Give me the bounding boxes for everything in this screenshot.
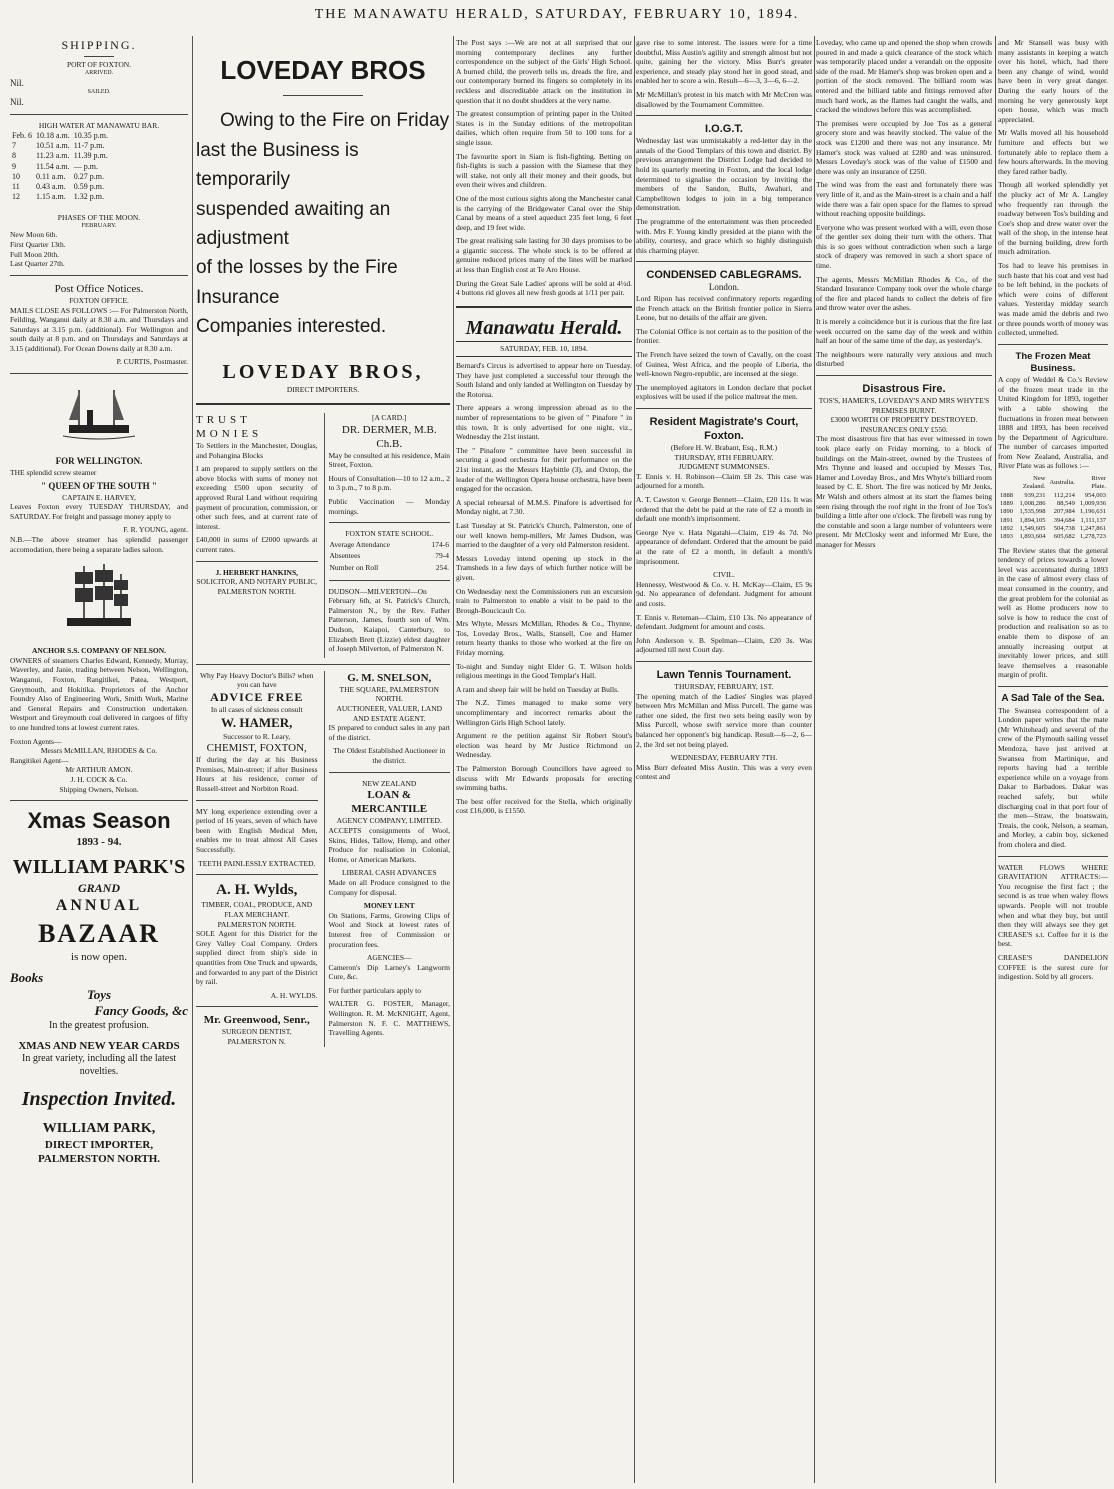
loveday-notice-line: last the Business is temporarily xyxy=(196,139,359,191)
divider xyxy=(456,306,632,308)
school-cell: 79-4 xyxy=(435,551,449,561)
frozen-cell: 207,984 xyxy=(1053,508,1075,516)
fire-heading: Disastrous Fire. xyxy=(862,383,946,395)
xmas-year: 1893 - 94. xyxy=(76,836,122,849)
civil-2: T. Ennis v. Reteman—Claim, £10 13s. No appearance of defendant. Judgment for amount and costs. xyxy=(636,612,812,632)
high-water-heading: HIGH WATER AT MANAWATU BAR. xyxy=(38,121,160,131)
herald-paragraph: The N.Z. Times managed to make some very uncomplimentary and incorrect remarks about the Wellington Girls High School lately. xyxy=(456,698,632,727)
loveday-bros-sub: DIRECT IMPORTERS. xyxy=(286,385,360,395)
shipping-heading: SHIPPING. xyxy=(61,38,137,52)
news-paragraph: The greatest consumption of printing paper in the United States is in the Sunday editions of the metropolitan dailies, which often require from 50 to 100 tons for a single issue. xyxy=(456,109,632,147)
sickness-consult: In all cases of sickness consult xyxy=(210,705,303,715)
loan-sub: AGENCY COMPANY, LIMITED. xyxy=(336,816,442,826)
cablegrams-body-3: The French have seized the town of Cavally, on the coast of Guinea, West Africa, and the people of Liberia, the well-known Negro-republic, are incensed at the siege. xyxy=(636,349,812,379)
trust-monies-heading: TRUST MONIES xyxy=(196,413,263,441)
frozen-cell: 1,196,631 xyxy=(1080,508,1106,516)
fire-continued-7: The neighbours were naturally very anxious and much disturbed xyxy=(816,349,992,369)
fire-end: and Mr Stansell was busy with many assistants in keeping a watch over his hotel, which, had there been any change of wind, would have been in very great danger. During the early hours of the morning he very generously kept open house, which was much appreciated. xyxy=(998,38,1108,124)
school-row xyxy=(329,562,451,574)
column-reports xyxy=(636,38,812,1483)
herald-paragraph: On Wednesday next the Commissioners run an excursion train to Palmerston to enable a visit to be paid to the Brough-Boucicault Co. xyxy=(456,586,632,615)
frozen-row xyxy=(998,533,1108,541)
herald-paragraph: Mrs Whyte, Messrs McMillan, Rhodes & Co., Thynne, Tos, Loveday Bros., Walls, Stansell, Coe and Hamer return hearty thanks to those who worked at the fire on Friday morning. xyxy=(456,619,632,658)
sad-tale-body: The Swansea correspondent of a London paper writes that the mate (Mr Whitehead) and several of the crew of the Plymouth sailing vessel Mendoza, have just arrived at Swansea from Martinique, and reports having had a terrible experience while on a voyage from Dakar to Barbadoes. Dakar was reached safely, but while discharging coal in that port four of the men—Straw, the boatswain, Treais, the cook, Nelson, a seaman, and Morley, a cabin boy, sickened from cholera and died. xyxy=(998,705,1108,849)
dermer-body: May be consulted at his residence, Main Street, Foxton. xyxy=(328,450,450,470)
fancy-goods-label: Fancy Goods, &c xyxy=(94,1003,188,1019)
herald-paragraph: The best offer received for the Stella, which originally cost £16,000, is £1550. xyxy=(456,796,632,816)
moon-phases xyxy=(10,230,188,268)
divider xyxy=(636,661,812,662)
steamer-text: THE splendid screw steamer xyxy=(10,467,97,477)
news-paragraph: During the Great Sale Ladies' aprons will be sold at 4½d. 4 buttons rid gloves all new fresh goods at 1/11 per pair. xyxy=(456,278,632,298)
tide-cell: 12 xyxy=(12,192,20,202)
sailing-ship-icon xyxy=(59,560,139,640)
tide-cell: 11 xyxy=(12,182,20,192)
steamer-name: " QUEEN OF THE SOUTH " xyxy=(41,481,157,492)
frozen-cell: 1,549,605 xyxy=(1019,524,1046,532)
why-pay: Why Pay Heavy Doctor's Bills? when you can have xyxy=(199,670,314,690)
tide-cell: 0.43 a.m. xyxy=(36,182,66,192)
wylds-sign: A. H. WYLDS. xyxy=(270,990,318,1000)
frozen-cell: 1888 xyxy=(1000,491,1013,499)
money-lent-heading: MONEY LENT xyxy=(363,901,415,911)
magistrate-heading: Resident Magistrate's Court, Foxton. xyxy=(649,415,799,442)
fire-subheading-2: £3000 WORTH OF PROPERTY DESTROYED. xyxy=(830,415,978,425)
divider xyxy=(196,1006,318,1007)
judgment-heading: JUDGMENT SUMMONSES. xyxy=(678,462,770,472)
civil-1: Hennessy, Westwood & Co. v. H. McKay—Claim, £5 9s 9d. No appearance of defendant. Judgment for amount and costs. xyxy=(636,579,812,608)
sad-tale-heading: A Sad Tale of the Sea. xyxy=(1001,692,1105,704)
loveday-notice-line: Owing to the Fire on Friday xyxy=(220,110,450,132)
column-rule xyxy=(192,36,193,1483)
post-office-text: MAILS CLOSE AS FOLLOWS :— For Palmerston North, Feilding, Wanganui daily at 8.30 a.m. and Thursdays and Saturdays at 3.15 p.m. (additional). For Wellington and south daily at 8 p.m. and on Thursdays and Saturdays at 3.15 (additional). For Ocean Downs daily at 8.30 a.m. xyxy=(10,305,188,353)
card-label: [A CARD.] xyxy=(371,412,407,422)
profusion-label: In the greatest profusion. xyxy=(49,1020,149,1032)
tide-row xyxy=(10,162,110,172)
nz-heading: NEW ZEALAND xyxy=(362,778,417,788)
trust-body-3: £40,000 in sums of £2000 upwards at current rates. xyxy=(196,535,318,555)
divider xyxy=(196,874,318,875)
money-lent-body: On Stations, Farms, Growing Clips of Wool and Stock at lowest rates of Interest free of Commission or procuration fees. xyxy=(328,910,450,949)
water-flows-ad: WATER FLOWS WHERE GRAVITATION ATTRACTS:—You recognise the first fact ; the second is as true when waley flows upwards. People will not trouble when and what they buy, but until then they will always see they get CREASE'S s.t. Coffee for it is the best. xyxy=(998,862,1108,949)
tide-cell: — p.m. xyxy=(73,161,99,171)
tide-cell: 11.39 p.m. xyxy=(73,151,108,161)
magistrate-date: THURSDAY, 8TH FEBRUARY. xyxy=(674,452,774,462)
agencies-body: Cameron's Dip Larney's Langworm Cure, &c. xyxy=(328,962,450,982)
snelson-oldest: The Oldest Established Auctioneer in the district. xyxy=(333,746,446,766)
civil-heading: CIVIL. xyxy=(713,570,735,580)
loveday-notice-line: of the losses by the Fire Insurance xyxy=(196,257,398,308)
frozen-cell: 1,111,137 xyxy=(1080,516,1106,524)
greenwood-name: Mr. Greenwood, Senr., xyxy=(203,1014,310,1027)
iogt-body-2: The programme of the entertainment was then proceeded with. Mrs F. Young kindly presided at the piano with the ability, courtesy, and grace which so highly distinguish this charming player. xyxy=(636,216,812,255)
post-office-heading: Post Office Notices. xyxy=(54,282,144,295)
herald-paragraphs xyxy=(456,361,632,816)
loveday-notice-line: suspended awaiting an adjustment xyxy=(196,198,391,250)
trust-body-2: I am prepared to supply settlers on the above blocks with sums of money not exceeding £500 upon security of approved Rural Land without requiring payment of procuration, commission, or other such fees, and at current rate of interest. xyxy=(196,464,318,531)
frozen-cell: 939,231 xyxy=(1024,491,1046,499)
divider xyxy=(283,95,363,96)
steamer-nb: N.B.—The above steamer has splendid passenger accomodation, there being a separate ladies saloon. xyxy=(10,535,188,554)
column-fire-report xyxy=(816,38,992,1483)
herald-paragraph: Bernard's Circus is advertised to appear here on Tuesday. They have just completed a successful tour through the South Island and only landed at Wellington on Tuesday by the Rotorua. xyxy=(456,361,632,399)
dandelion-ad: CREASE'S DANDELION COFFEE is the surest cure for indigestion. Sold by all grocers. xyxy=(998,952,1108,982)
anchor-heading: ANCHOR S.S. COMPANY OF NELSON. xyxy=(31,646,167,656)
trust-body: To Settlers in the Manchester, Douglas, and Pohangina Blocks xyxy=(196,441,318,460)
divider xyxy=(196,664,450,665)
frozen-meat-body: A copy of Weddel & Co.'s Review of the frozen meat trade in the United Kingdom for 1893, together with a table showing the fluctuations in frozen meat between 1888 and 1893, has been received by the Department of Agriculture. The number of carcases imported from New Zealand, Australia, and River Plate was as follows :— xyxy=(998,375,1108,471)
frozen-cell: 1,535,998 xyxy=(1019,508,1046,516)
divider xyxy=(329,522,451,523)
divider xyxy=(10,373,188,374)
particulars-heading: For further particulars apply to xyxy=(328,985,421,995)
wylds-location: PALMERSTON NORTH. xyxy=(217,919,296,929)
frozen-cell: 1,008,286 xyxy=(1019,500,1046,507)
tide-cell: 10.18 a.m. xyxy=(36,130,70,140)
judgment-3: George Nye v. Hata Ngatahi—Claim, £19 4s 7d. No appearance of defendant. Ordered that the amount be paid at the rate of £2 a month, in default a month's imprisonment. xyxy=(636,527,812,566)
hankins-name: J. HERBERT HANKINS, xyxy=(215,567,299,577)
frozen-cell: 954,003 xyxy=(1084,491,1106,499)
wylds-name: A. H. Wylds, xyxy=(216,882,298,899)
divider xyxy=(196,561,318,562)
anchor-agents-label: Foxton Agents— xyxy=(10,736,62,746)
divider xyxy=(816,375,992,376)
school-row xyxy=(329,550,451,562)
snelson-sub: AUCTIONEER, VALUER, LAND AND ESTATE AGENT. xyxy=(336,704,443,723)
snelson-name: G. M. SNELSON, xyxy=(347,671,432,684)
post-office-sub: FOXTON OFFICE. xyxy=(69,295,129,305)
loveday-bros-heading: LOVEDAY BROS xyxy=(220,55,426,85)
hamer-name: W. HAMER, xyxy=(221,714,293,730)
moon-phase-item: Full Moon 20th. xyxy=(10,249,59,259)
grand-label: GRAND xyxy=(77,881,120,895)
moon-phase-item: First Quarter 13th. xyxy=(10,240,66,250)
magistrate-before: (Before H. W. Brabant, Esq., R.M.) xyxy=(670,443,778,453)
fire-continued-6: It is merely a coincidence but it is curious that the fire last week occurred on the same day of the week and within half an hour of the same time of the day, as yesterday's. xyxy=(816,317,992,346)
loveday-notice-line: Companies interested. xyxy=(196,316,387,338)
fire-end-4: Tos had to leave his premises in such haste that his coat and vest had to be left behind, in the pockets of which were coins of different values. Yesterday midday search was made amid the debris and two or three pounds worth of money was collected, unmelted. xyxy=(998,261,1108,338)
tide-row xyxy=(10,192,110,202)
frozen-header-cell xyxy=(998,475,1015,492)
tide-cell: 8 xyxy=(12,151,16,161)
divider xyxy=(10,275,188,276)
frozen-meat-body-2: The Review states that the general tendency of prices towards a lower level was accentuated during 1893 in the case of almost every class of meat consumed in the country, and the great problem for the colonial as well as Home producers now to solve is how to reduce the cost of production and realisation so as to enable them to dispose of an annually increasing output at inevitably lower prices, and still leave themselves a reasonable margin of profit. xyxy=(998,545,1108,680)
judgment-1: T. Ennis v. H. Robinson—Claim £8 2s. This case was adjourned for a month. xyxy=(636,471,812,491)
greenwood-location: PALMERSTON N. xyxy=(227,1036,286,1046)
tide-cell: 9 xyxy=(12,161,16,171)
fire-subheading-3: INSURANCES ONLY £550. xyxy=(860,424,948,434)
frozen-meat-heading: The Frozen Meat Business. xyxy=(1015,350,1091,374)
sailed-value: Nil. xyxy=(10,96,24,107)
liberal-body: Made on all Produce consigned to the Company for disposal. xyxy=(328,877,450,897)
column-rule xyxy=(995,36,996,1483)
frozen-cell: 1,278,723 xyxy=(1080,533,1106,541)
frozen-cell: 504,738 xyxy=(1053,524,1075,532)
herald-paragraph: The Palmerston Borough Councillors have agreed to discuss with Mr Edwards proposals for erecting swimming baths. xyxy=(456,764,632,793)
fire-body: The most disastrous fire that has ever witnessed in town took place early on Friday morning, to a block of buildings on the Main-street, owned by the Trustees of Mrs Thynne and leased and occupied by Messrs Tos, Hamer and Loveday Bros., and Mrs Whyte's billiard room leased by C. E. Short. The fire was noticed by Mr Jenks, Mr Walsh and others almost at its start the flames being seen rising through the roof right in the front of Joe Tos's building a little after one o'clock. The firebell was rung by the constable and soon a large number of volunteers were present. Mr McClosky went and informed Mr Eure, the manager for Messrs xyxy=(816,434,992,549)
frozen-row xyxy=(998,508,1108,516)
tide-cell: 10.35 p.m. xyxy=(73,130,109,140)
frozen-meat-table xyxy=(998,475,1108,542)
particulars-body: WALTER G. FOSTER, Manager, Wellington. R. M. McKNIGHT, Agent, Palmerston N. F. C. MATTHEWS, Travelling Agents. xyxy=(328,999,450,1038)
wellington-heading: FOR WELLINGTON. xyxy=(55,456,143,467)
fire-continued-3: The wind was from the east and fortunately there was very little of it, and as the Main-street is a chain and a half wide there was a fair open space for the flames to spread without reaching opposite buildings. xyxy=(816,180,992,219)
divider xyxy=(998,856,1108,857)
steamer-body: Leaves Foxton every TUESDAY THURSDAY, and SATURDAY. For freight and passage money apply to xyxy=(10,502,188,521)
iogt-heading: I.O.G.T. xyxy=(705,123,743,136)
anchor-sign-sub: Shipping Owners, Nelson. xyxy=(59,784,139,794)
school-cell: 174-6 xyxy=(431,539,449,549)
dermer-name: DR. DERMER, M.B. Ch.B. xyxy=(341,423,437,450)
anchor-rangitikei-name: Mr ARTHUR AMON. xyxy=(65,765,133,775)
news-paragraphs xyxy=(456,38,632,298)
news-paragraph: The favourite sport in Siam is fish-fighting. Betting on fish-fights is such a passion with the Siamese that they will stake, not only all their money and their goods, but even their wives and children. xyxy=(456,151,632,190)
divider xyxy=(196,403,450,405)
school-cell: Number on Roll xyxy=(329,563,379,573)
herald-paragraph: To-night and Sunday night Elder G. T. Wilson holds religious meetings in the Good Templar's Hall. xyxy=(456,661,632,681)
column-shipping xyxy=(10,38,188,1483)
herald-paragraph: A special rehearsal of M.M.S. Pinafore is advertised for Monday night, at 7.30. xyxy=(456,497,632,517)
william-park-name: WILLIAM PARK'S xyxy=(12,856,186,879)
anchor-sign: J. H. COCK & Co. xyxy=(70,774,128,784)
hankins-sub: SOLICITOR, AND NOTARY PUBLIC, xyxy=(196,577,318,587)
divider xyxy=(998,686,1108,687)
books-label: Books xyxy=(10,970,44,986)
frozen-cell: 112,214 xyxy=(1054,491,1075,499)
column-advertisements xyxy=(196,38,450,1483)
frozen-cell: 1,247,861 xyxy=(1080,524,1106,532)
frozen-row xyxy=(998,525,1108,533)
palmerston-label: PALMERSTON NORTH. xyxy=(37,1153,161,1166)
iogt-body: Wednesday last was unmistakably a red-letter day in the annals of the Good Templars of this town and district. By previous arrangement the District Lodge had decided to hold its quarterly meeting in Foxton, and the local lodge determined to signalise the occasion by inviting the members of the Sandon, Bulls, Awahuri, and Campbelltown lodges to join in a big temperance demonstration. xyxy=(636,136,812,213)
news-paragraph: One of the most curious sights along the Manchester canal is the carrying of the Bridgewater Canal over the Ship Canal by means of a steel aqueduct 235 feet long, 6 feet deep, and 19 feet wide. xyxy=(456,193,632,232)
tide-cell: 11.23 a.m. xyxy=(36,151,70,161)
herald-date: SATURDAY, FEB. 10, 1894. xyxy=(456,341,632,357)
divider xyxy=(636,115,812,116)
tide-row xyxy=(10,141,110,151)
fire-end-2: Mr Walls moved all his household furniture and effects but we fortunately able to replace them a few hours afterwards. In the moving they fared rather badly. xyxy=(998,128,1108,176)
divider xyxy=(10,800,188,801)
tennis-date-2: WEDNESDAY, FEBRUARY 7TH. xyxy=(670,753,778,763)
frozen-cell: 1889 xyxy=(1000,500,1013,507)
anchor-body: OWNERS of steamers Charles Edward, Kennedy, Murray, Waverley, and Janie, trading between Nelson, Wellington, Wanganui, Foxton, Rangitikei, Patea, Westport, Greymouth, and Hokitika. Proprietors of the Anchor Foundry Also of Engineering Work, Smith Work, Marine and General Repairs and Construction undertaken. Westport and Greymouth coal delivered in cargoes of fifty to one hundred tons at lowest current rates. xyxy=(10,655,188,733)
moon-heading: PHASES OF THE MOON. xyxy=(57,212,141,222)
column-rule xyxy=(634,36,635,1483)
tide-row xyxy=(10,131,110,141)
tide-cell: 1.15 a.m. xyxy=(36,192,66,202)
tide-cell: 10.51 a.m. xyxy=(36,141,70,151)
dentist-body: MY long experience extending over a period of 16 years, seven of which have been with English Medical Men, enables me to treat almost All Cases Successfully. xyxy=(196,806,318,854)
tennis-continued: gave rise to some interest. The issues were for a time doubtful, Miss Austin's agility and strength almost but not quite, gaining her the victory. Miss Burr's greater experience, and steady play stood her in good stead, and enabled her to score a win. Result—6—3, 3—6, 6—2. xyxy=(636,38,812,86)
tide-cell: 7 xyxy=(12,141,16,151)
school-cell: Absentees xyxy=(329,551,361,561)
arrived-label: ARRIVED. xyxy=(84,69,114,76)
annual-label: ANNUAL xyxy=(55,897,143,915)
greenwood-sub: SURGEON DENTIST, xyxy=(221,1027,292,1037)
frozen-header-row xyxy=(998,475,1108,492)
frozen-cell: 1,894,105 xyxy=(1019,516,1046,524)
fire-subheading: TOS'S, HAMER'S, LOVEDAY'S AND MRS WHYTE'S PREMISES BURNT. xyxy=(818,396,990,415)
frozen-cell: 88,549 xyxy=(1057,500,1075,507)
divider xyxy=(636,408,812,409)
inspection-label: Inspection Invited. xyxy=(21,1087,177,1110)
frozen-cell: 394,684 xyxy=(1053,516,1075,524)
tennis-heading: Lawn Tennis Tournament. xyxy=(656,668,792,681)
tide-cell: 11-7 p.m. xyxy=(73,141,105,151)
tide-cell: 10 xyxy=(12,171,20,181)
frozen-cell: 1,893,604 xyxy=(1019,533,1046,541)
loveday-notice xyxy=(196,106,450,342)
tide-row xyxy=(10,172,110,182)
herald-paragraph: There appears a wrong impression abroad as to the number of representations to be given of " Pinafore " in this town. It is only advertised for one night, viz., Wednesday the 21st instant. xyxy=(456,403,632,442)
column-rule xyxy=(453,36,454,1483)
tide-table xyxy=(10,131,110,203)
loan-heading: LOAN & MERCANTILE xyxy=(351,789,428,816)
births-notice: DUDSON—MILVERTON—On February 6th, at St. Patrick's Church, Palmerston N., by the Rev. Father Patterson, James, fourth son of Wm. Dudson, Kaiapoi, Canterbury, to Elizabeth Brett (Lizzie) eldest daughter of Joseph Milverton, of Palmerston N. xyxy=(328,586,450,654)
herald-paragraph: Last Tuesday at St. Patrick's Church, Palmerston, one of our well known hemp-millers, Mr James Dudson, was married to the daughter of a very old Palmerston resident. xyxy=(456,520,632,550)
news-paragraph: The Post says :—We are not at all surprised that our morning contemporary declines any further correspondence on the subject of the Girls' High School. A burned child, the proverb tells us, dreads the fire, and our contemporary burned its fingers so completely in its reckless and discreditable attack on the institution in question that it no doubt shudders at the very name. xyxy=(456,38,632,105)
tennis-body-2: Miss Burr defeated Miss Austin. This was a very even contest and xyxy=(636,762,812,782)
tide-cell: Feb. 6 xyxy=(12,130,32,140)
divider xyxy=(10,114,188,115)
column-rule xyxy=(814,36,815,1483)
fire-continued: Loveday, who came up and opened the shop when crowds poured in and made a quick clearance of the stock which was temporarily placed under a verandah on the opposite side of the road. Mr Hamer's shop was broken open and a portion of the stock removed. The billiard room was entered and the billiard table and fittings removed after much hard work, as the flames had caught the walls, and cracked the windows before this was accomplished. xyxy=(816,38,992,115)
now-open-label: is now open. xyxy=(71,951,127,964)
bazaar-label: BAZAAR xyxy=(38,918,160,948)
variety-label: In great variety, including all the latest novelties. xyxy=(21,1052,177,1077)
xmas-cards-label: XMAS AND NEW YEAR CARDS xyxy=(18,1039,180,1052)
loan-body: ACCEPTS consignments of Wool, Skins, Hides, Tallow, Hemp, and other Produce for realisation in Colonial, Home, or American Markets. xyxy=(328,825,450,864)
frozen-row xyxy=(998,517,1108,525)
masthead: THE MANAWATU HERALD, SATURDAY, FEBRUARY 10, 1894. xyxy=(314,7,800,22)
tide-cell: 1.32 p.m. xyxy=(73,192,105,202)
cablegrams-heading: CONDENSED CABLEGRAMS. xyxy=(646,269,802,282)
dermer-hours: Hours of Consultation—10 to 12 a.m., 2 to 3 p.m., 7 to 8 p.m. xyxy=(328,473,450,493)
frozen-cell: 605,682 xyxy=(1053,533,1075,541)
fire-end-3: Though all worked splendidly yet the plucky act of Mr A. Langley who frequently ran through the roadway between Tos's building and Coe's shop and drew water over the wall of the shop, in the intense heat of the burning building, drew forth much admiration. xyxy=(998,180,1108,257)
fire-continued-2: The premises were occupied by Joe Tos as a general grocery store and was heavily stocked. The value of the stock was £1200 and there was not any insurance. Mr Hamer's stock was valued at £280 and was uninsured. Messrs Loveday's stock was of the value of £1500 and there was only an insurance of £250. xyxy=(816,118,992,176)
liberal-heading: LIBERAL CASH ADVANCES xyxy=(341,868,437,878)
frozen-header-cell: River Plate. xyxy=(1091,475,1106,491)
william-park-sign: WILLIAM PARK, xyxy=(42,1121,156,1137)
hankins-location: PALMERSTON NORTH. xyxy=(217,586,296,596)
toys-label: Toys xyxy=(86,986,112,1002)
divider xyxy=(196,800,318,801)
school-table xyxy=(329,539,451,574)
wylds-sub: TIMBER, COAL, PRODUCE, AND FLAX MERCHANT. xyxy=(201,900,313,919)
agencies-heading: AGENCIES— xyxy=(366,953,412,963)
cablegrams-london: London. xyxy=(708,282,740,293)
column-news xyxy=(456,38,632,1483)
school-cell: 254. xyxy=(435,563,449,573)
tide-cell: 0.27 p.m. xyxy=(73,171,105,181)
divider xyxy=(329,772,451,773)
tennis-date: THURSDAY, FEBRUARY, 1ST. xyxy=(674,682,774,691)
herald-paragraph: Argument re the petition against Sir Robert Stout's election was heard by Mr Justice Richmond on Wednesday. xyxy=(456,731,632,760)
tide-cell: 0.59 p.m. xyxy=(73,182,105,192)
frozen-row xyxy=(998,492,1108,500)
hamer-body: If during the day at his Business Premises, Main-street; if after Business Hours at his residence, corner of Russell-street and Norbiton Road. xyxy=(196,755,318,794)
school-heading: FOXTON STATE SCHOOL. xyxy=(345,529,434,539)
column-markets xyxy=(998,38,1108,1483)
frozen-header-cell: Australia. xyxy=(1049,479,1075,487)
teeth-label: TEETH PAINLESSLY EXTRACTED. xyxy=(198,858,316,868)
cablegrams-body-4: The unemployed agitators in London declare that pocket explosives will be used if the police maltreat the men. xyxy=(636,382,812,402)
frozen-cell: 1890 xyxy=(1000,508,1013,516)
loveday-bros-sign: LOVEDAY BROS, xyxy=(222,360,424,383)
tide-row xyxy=(10,151,110,161)
fire-continued-5: The agents, Messrs McMillan Rhodes & Co., of the Standard Insurance Company took over the whole charge of the fire and placed hands to collect the debris of fire and throw water over the ashes. xyxy=(816,274,992,313)
snelson-square: THE SQUARE, PALMERSTON NORTH. xyxy=(339,684,439,704)
xmas-season-heading: Xmas Season xyxy=(27,808,171,834)
divider xyxy=(84,56,114,57)
hamer-chemist: CHEMIST, FOXTON, xyxy=(206,742,307,755)
frozen-cell: 1892 xyxy=(1000,524,1013,532)
wylds-body: SOLE Agent for this District for the Grey Valley Coal Company. Orders supplied direct from ship's side in quantities from One Truck and upwards, and forwarded to any part of the District by rail. xyxy=(196,929,318,987)
divider xyxy=(636,261,812,262)
tide-cell: 0.11 a.m. xyxy=(36,171,66,181)
divider xyxy=(329,580,451,581)
advice-free: ADVICE FREE xyxy=(210,689,304,704)
postmaster-sign: P. CURTIS, Postmaster. xyxy=(116,357,188,367)
moon-phase-item: New Moon 6th. xyxy=(10,230,58,240)
fire-continued-4: Everyone who was present worked with a will, even those of the gentler sex doing their turn with the others. That this is so goes without contradiction when such a large stock of drapery was removed in such a short space of time. xyxy=(816,222,992,271)
tide-row xyxy=(10,182,110,192)
frozen-cell: 1893 xyxy=(1000,533,1013,541)
moon-phase-item: Last Quarter 27th. xyxy=(10,259,65,269)
snelson-body: IS prepared to conduct sales in any part of the district. xyxy=(328,723,450,742)
school-cell: Average Attendance xyxy=(329,539,390,549)
herald-title: Manawatu Herald. xyxy=(465,316,623,339)
herald-paragraph: Messrs Loveday intend opening up stock in the Tramsheds in a few days of which further notice will be given. xyxy=(456,553,632,582)
captain: CAPTAIN E. HARVEY, xyxy=(62,492,136,502)
herald-paragraph: The " Pinafore " committee have been successful in securing a good orchestra for their performance on the 21st instant, as the Messrs Haybittle (3), and Oxtop, the leader of the Wellington Opera house orchestra, have been engaged for the occasion. xyxy=(456,445,632,494)
steamer-agent: F. R. YOUNG, agent. xyxy=(123,525,188,535)
moon-month: FEBRUARY. xyxy=(81,222,117,230)
cablegrams-body-2: The Colonial Office is not certain as to the position of the frontier. xyxy=(636,326,812,346)
frozen-cell: 1,009,936 xyxy=(1080,500,1106,507)
school-row xyxy=(329,539,451,551)
sailed-label: SAILED. xyxy=(87,89,111,96)
port-label: PORT OF FOXTON. xyxy=(66,60,132,70)
civil-3: John Anderson v. B. Spelman—Claim, £20 3s. Was adjourned till next Court day. xyxy=(636,635,812,655)
arrived-value: Nil. xyxy=(10,77,24,88)
direct-importer-label: DIRECT IMPORTER, xyxy=(44,1139,154,1152)
news-paragraph: The great realising sale lasting for 30 days promises to be a gigantic success. The whole stock is to be offered at genuine reduced prices many of the lines will be marked at less than English cost at Te Aro House. xyxy=(456,236,632,275)
frozen-header-cell: New Zealand. xyxy=(1022,475,1046,491)
steamer-icon xyxy=(59,380,139,450)
cablegrams-body: Lord Ripon has received confirmatory reports regarding the French attack on the British frontier police in Sierra Leone, but no details of the affair are given. xyxy=(636,293,812,323)
tennis-protest: Mr McMillan's protest in his match with Mr McCren was disallowed by the Tournament Committee. xyxy=(636,89,812,109)
frozen-row xyxy=(998,500,1108,508)
hamer-sub: Successor to R. Leary, xyxy=(223,731,291,741)
anchor-agents: Messrs McMILLAN, RHODES & Co. xyxy=(40,746,158,756)
frozen-cell: 1891 xyxy=(1000,516,1013,524)
anchor-rangitikei-label: Rangitikei Agent— xyxy=(10,755,69,765)
herald-paragraph: A ram and sheep fair will be held on Tuesday at Bulls. xyxy=(456,684,619,694)
dermer-vaccination: Public Vaccination — Monday mornings. xyxy=(328,497,450,516)
divider xyxy=(998,344,1108,345)
judgment-2: A. T. Cawston v. George Bennett—Claim, £20 11s. It was ordered that the debt be paid at the rate of £2 a month in default one month's imprisonment. xyxy=(636,495,812,524)
tennis-body: The opening match of the Ladies' Singles was played between Mrs McMillan and Miss Purcell. The game was rather one sided, the first two sets being easily won by Miss Purcell, whose swift service more than counter balanced her opponent's big handicap. Result—6—2, 6—2, the 3rd set not being played. xyxy=(636,691,812,749)
tide-cell: 11.54 a.m. xyxy=(36,161,70,171)
